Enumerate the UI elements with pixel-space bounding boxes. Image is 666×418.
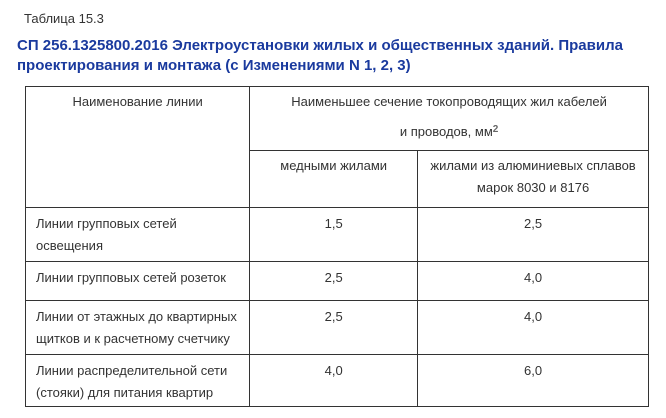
row-copper-value: 1,5 bbox=[250, 208, 418, 262]
row-aluminium-value: 4,0 bbox=[418, 301, 649, 355]
row-copper-value: 2,5 bbox=[250, 262, 418, 301]
table-row bbox=[26, 208, 649, 262]
table-row bbox=[26, 355, 649, 407]
row-aluminium-value: 4,0 bbox=[418, 262, 649, 301]
header-units-superscript: 2 bbox=[492, 124, 499, 135]
table-row bbox=[26, 301, 649, 355]
table-row bbox=[26, 262, 649, 301]
header-copper: медными жилами bbox=[250, 151, 418, 208]
header-aluminium: жилами из алюминиевых сплавов марок 8030 и 8176 bbox=[418, 151, 649, 208]
row-line-name: Линии групповых сетей розеток bbox=[26, 262, 250, 301]
header-min-section-line2 bbox=[260, 121, 638, 143]
document-title[interactable]: СП 256.1325800.2016 Электроустановки жилых и общественных зданий. Правила проектирования и монтажа (с Изменениями N 1, 2, 3) bbox=[17, 37, 623, 74]
table-caption: Таблица 15.3 bbox=[24, 11, 104, 26]
header-min-section bbox=[250, 87, 649, 151]
header-units: и проводов, мм bbox=[399, 124, 493, 139]
row-line-name: Линии от этажных до квартирных щитков и к расчетному счетчику bbox=[26, 301, 250, 355]
header-min-section-line1: Наименьшее сечение токопроводящих жил кабелей bbox=[291, 94, 607, 109]
row-line-name: Линии групповых сетей освещения bbox=[26, 208, 250, 262]
row-line-name: Линии распределительной сети (стояки) для питания квартир bbox=[26, 355, 250, 407]
row-copper-value: 4,0 bbox=[250, 355, 418, 407]
table-header-row bbox=[26, 87, 649, 151]
row-aluminium-value: 6,0 bbox=[418, 355, 649, 407]
header-line-name: Наименование линии bbox=[26, 87, 250, 208]
row-copper-value: 2,5 bbox=[250, 301, 418, 355]
row-aluminium-value: 2,5 bbox=[418, 208, 649, 262]
cable-section-table bbox=[25, 86, 649, 407]
